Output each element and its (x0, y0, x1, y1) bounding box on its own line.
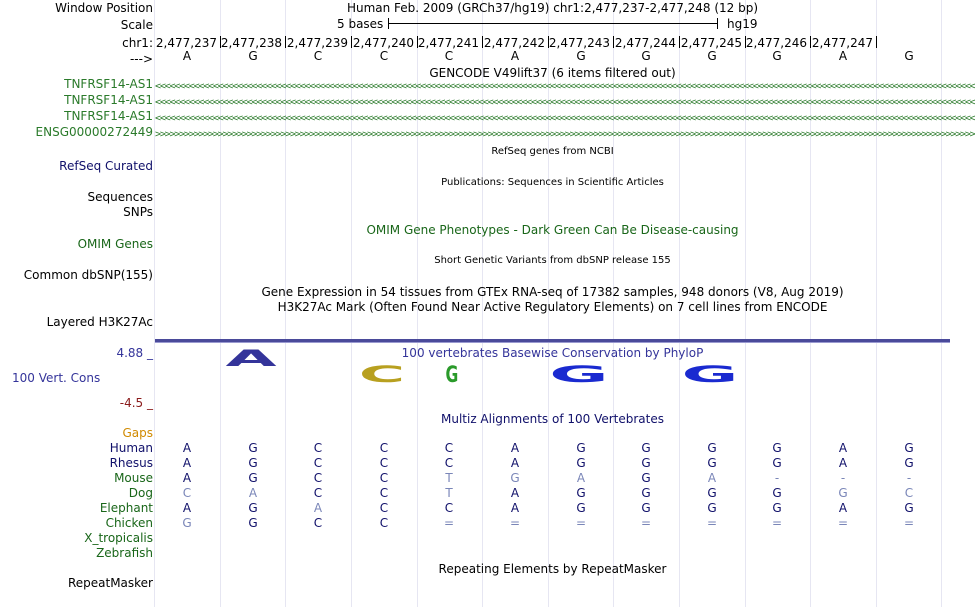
aligned-base: C (379, 501, 389, 515)
aligned-base: G (772, 456, 782, 470)
ruler-position: 2,477,239 (286, 36, 348, 50)
reference-base: A (510, 49, 520, 63)
aligned-base: G (248, 501, 258, 515)
reference-base: C (313, 49, 323, 63)
reference-base: A (182, 49, 192, 63)
ruler-position: 2,477,245 (680, 36, 742, 50)
aligned-base: = (443, 516, 455, 530)
aligned-base: G (510, 471, 520, 485)
aligned-base: A (182, 456, 192, 470)
sequences-label[interactable]: Sequences (87, 190, 153, 204)
ruler-position: 2,477,238 (220, 36, 282, 50)
aligned-base: A (838, 501, 848, 515)
ruler-position: 2,477,244 (614, 36, 676, 50)
ruler-tick (810, 36, 811, 48)
aligned-base: G (576, 501, 586, 515)
aligned-base: C (379, 471, 389, 485)
ruler-position: 2,477,240 (352, 36, 414, 50)
aligned-base: = (575, 516, 587, 530)
publications-title: Publications: Sequences in Scientific Articles (441, 177, 664, 188)
aligned-base: G (904, 441, 914, 455)
aligned-base: C (379, 441, 389, 455)
repeat-title: Repeating Elements by RepeatMasker (438, 562, 667, 576)
gtex-title: Gene Expression in 54 tissues from GTEx RNA-seq of 17382 samples, 948 donors (V8, Aug 2019) (261, 285, 844, 299)
aligned-base: G (576, 441, 586, 455)
reference-base: A (838, 49, 848, 63)
aligned-base: = (706, 516, 718, 530)
aligned-base: A (510, 486, 520, 500)
gene-feature-line[interactable]: <<<<<<<<<<<<<<<<<<<<<<<<<<<<<<<<<<<<<<<<<<<<<<<<<<<<<<<<<<<<<<<<<<<<<<<<<<<<<<<<<<<<<<<<<<<<<<<<<<<<<<<<<<<<<<<<<<<<<<<<<<<<<<<<<<<<<<<<<<<<<<<<<<<<<<<<<<<<<<<<<<<<<<<<<< (155, 113, 975, 124)
species-label[interactable]: Human (109, 441, 153, 455)
aligned-base: A (510, 501, 520, 515)
aligned-base: - (774, 471, 780, 485)
aligned-base: G (641, 456, 651, 470)
gene-label[interactable]: TNFRSF14-AS1 (64, 109, 153, 123)
aligned-base: G (248, 516, 258, 530)
h3k27-label[interactable]: Layered H3K27Ac (46, 315, 153, 329)
base-arrow-label: ---> (129, 52, 153, 66)
gene-label[interactable]: TNFRSF14-AS1 (64, 93, 153, 107)
species-label[interactable]: X_tropicalis (84, 531, 153, 545)
cons-min: -4.5 _ (119, 396, 153, 410)
ruler-position: 2,477,242 (483, 36, 545, 50)
h3k27-signal-edge (155, 342, 950, 343)
repeat-label[interactable]: RepeatMasker (67, 576, 153, 590)
aligned-base: C (313, 516, 323, 530)
aligned-base: G (904, 456, 914, 470)
aligned-base: C (313, 471, 323, 485)
gene-feature-line[interactable]: <<<<<<<<<<<<<<<<<<<<<<<<<<<<<<<<<<<<<<<<<<<<<<<<<<<<<<<<<<<<<<<<<<<<<<<<<<<<<<<<<<<<<<<<<<<<<<<<<<<<<<<<<<<<<<<<<<<<<<<<<<<<<<<<<<<<<<<<<<<<<<<<<<<<<<<<<<<<<<<<<<<<<<<<<< (155, 81, 975, 92)
aligned-base: = (903, 516, 915, 530)
aligned-base: C (444, 441, 454, 455)
aligned-base: = (837, 516, 849, 530)
species-label[interactable]: Chicken (105, 516, 153, 530)
phylop-logo-c (358, 363, 406, 388)
ruler-tick (351, 36, 352, 48)
window-position-label: Window Position (55, 1, 153, 15)
aligned-base: G (772, 501, 782, 515)
dbsnp-label[interactable]: Common dbSNP(155) (23, 268, 153, 282)
chrom-label: chr1: (122, 36, 153, 50)
gaps-label[interactable]: Gaps (122, 426, 153, 440)
h3k27-title: H3K27Ac Mark (Often Found Near Active Regulatory Elements) on 7 cell lines from ENCODE (277, 300, 828, 314)
refseq-title: RefSeq genes from NCBI (491, 146, 614, 157)
reference-base: G (707, 49, 717, 63)
aligned-base: C (379, 516, 389, 530)
aligned-base: G (576, 486, 586, 500)
phylop-logo-a (225, 347, 277, 389)
aligned-base: A (182, 501, 192, 515)
scale-text: 5 bases (337, 17, 384, 31)
aligned-base: A (182, 441, 192, 455)
aligned-base: G (248, 471, 258, 485)
refseq-label[interactable]: RefSeq Curated (59, 159, 153, 173)
reference-base: G (576, 49, 586, 63)
aligned-base: C (313, 456, 323, 470)
aligned-base: T (445, 471, 453, 485)
aligned-base: C (379, 486, 389, 500)
aligned-base: G (904, 501, 914, 515)
phylop-logo-letter: G (681, 363, 739, 388)
aligned-base: G (182, 516, 192, 530)
aligned-base: C (313, 486, 323, 500)
ruler-position: 2,477,246 (745, 36, 807, 50)
ruler-position: 2,477,241 (417, 36, 479, 50)
aligned-base: A (838, 456, 848, 470)
aligned-base: G (707, 441, 717, 455)
phylop-logo-letter: C (358, 363, 406, 388)
ruler-tick (876, 36, 877, 48)
aligned-base: C (904, 486, 914, 500)
aligned-base: C (444, 456, 454, 470)
species-label[interactable]: Mouse (114, 471, 153, 485)
snps-label[interactable]: SNPs (123, 205, 153, 219)
species-label[interactable]: Elephant (99, 501, 153, 515)
cons-max: 4.88 _ (116, 346, 153, 360)
cons-title: 100 vertebrates Basewise Conservation by PhyloP (401, 346, 704, 360)
aligned-base: A (707, 471, 717, 485)
aligned-base: = (509, 516, 521, 530)
aligned-base: G (576, 456, 586, 470)
gene-label[interactable]: TNFRSF14-AS1 (64, 77, 153, 91)
reference-base: C (379, 49, 389, 63)
phylop-logo-g (444, 363, 459, 388)
aligned-base: G (641, 441, 651, 455)
phylop-logo-g (681, 363, 739, 388)
multiz-title: Multiz Alignments of 100 Vertebrates (440, 412, 665, 426)
phylop-logo-g (549, 363, 609, 388)
ruler-tick (679, 36, 680, 48)
reference-base: C (444, 49, 454, 63)
aligned-base: A (838, 441, 848, 455)
ruler-tick (613, 36, 614, 48)
reference-base: G (248, 49, 258, 63)
aligned-base: = (640, 516, 652, 530)
aligned-base: = (771, 516, 783, 530)
aligned-base: A (182, 471, 192, 485)
phylop-logo-letter: G (445, 363, 459, 388)
dbsnp-title: Short Genetic Variants from dbSNP release 155 (434, 255, 671, 266)
aligned-base: A (510, 456, 520, 470)
aligned-base: A (313, 501, 323, 515)
aligned-base: G (772, 441, 782, 455)
scale-label: Scale (120, 18, 153, 32)
aligned-base: G (641, 471, 651, 485)
aligned-base: A (248, 486, 258, 500)
aligned-base: T (445, 486, 453, 500)
species-label[interactable]: Rhesus (109, 456, 153, 470)
gene-label[interactable]: ENSG00000272449 (35, 125, 153, 139)
phylop-logo-letter: G (549, 363, 609, 388)
species-label[interactable]: Zebrafish (96, 546, 153, 560)
aligned-base: - (906, 471, 912, 485)
cons-label[interactable]: 100 Vert. Cons (12, 371, 101, 385)
aligned-base: G (248, 456, 258, 470)
scale-db: hg19 (727, 17, 758, 31)
reference-base: G (641, 49, 651, 63)
reference-base: G (772, 49, 782, 63)
aligned-base: G (641, 501, 651, 515)
ruler-tick (285, 36, 286, 48)
ruler-position: 2,477,243 (548, 36, 610, 50)
ruler-tick (482, 36, 483, 48)
reference-base: G (904, 49, 914, 63)
aligned-base: G (641, 486, 651, 500)
aligned-base: A (510, 441, 520, 455)
aligned-base: C (182, 486, 192, 500)
species-label[interactable]: Dog (128, 486, 153, 500)
aligned-base: G (248, 441, 258, 455)
aligned-base: A (576, 471, 586, 485)
aligned-base: G (707, 501, 717, 515)
gene-feature-line[interactable]: <<<<<<<<<<<<<<<<<<<<<<<<<<<<<<<<<<<<<<<<<<<<<<<<<<<<<<<<<<<<<<<<<<<<<<<<<<<<<<<<<<<<<<<<<<<<<<<<<<<<<<<<<<<<<<<<<<<<<<<<<<<<<<<<<<<<<<<<<<<<<<<<<<<<<<<<<<<<<<<<<<<<<<<<<< (155, 97, 975, 108)
assembly-position: Human Feb. 2009 (GRCh37/hg19) chr1:2,477,237-2,477,248 (12 bp) (346, 1, 759, 15)
scale-bar (388, 18, 718, 28)
gene-feature-line[interactable]: >>>>>>>>>>>>>>>>>>>>>>>>>>>>>>>>>>>>>>>>>>>>>>>>>>>>>>>>>>>>>>>>>>>>>>>>>>>>>>>>>>>>>>>>>>>>>>>>>>>>>>>>>>>>>>>>>>>>>>>>>>>>>>>>>>>>>>>>>>>>>>>>>>>>>>>>>>>>>>>>>>>>>>>>>> (155, 129, 975, 140)
aligned-base: C (379, 456, 389, 470)
omim-title: OMIM Gene Phenotypes - Dark Green Can Be Disease-causing (366, 223, 739, 237)
omim-label[interactable]: OMIM Genes (77, 237, 153, 251)
aligned-base: C (313, 441, 323, 455)
aligned-base: G (772, 486, 782, 500)
ruler-position: 2,477,247 (811, 36, 873, 50)
ruler-position: 2,477,237 (155, 36, 217, 50)
phylop-logo-letter: A (225, 347, 277, 372)
gencode-title: GENCODE V49lift37 (6 items filtered out) (429, 66, 676, 80)
aligned-base: - (840, 471, 846, 485)
aligned-base: G (707, 486, 717, 500)
aligned-base: G (838, 486, 848, 500)
aligned-base: C (444, 501, 454, 515)
aligned-base: G (707, 456, 717, 470)
